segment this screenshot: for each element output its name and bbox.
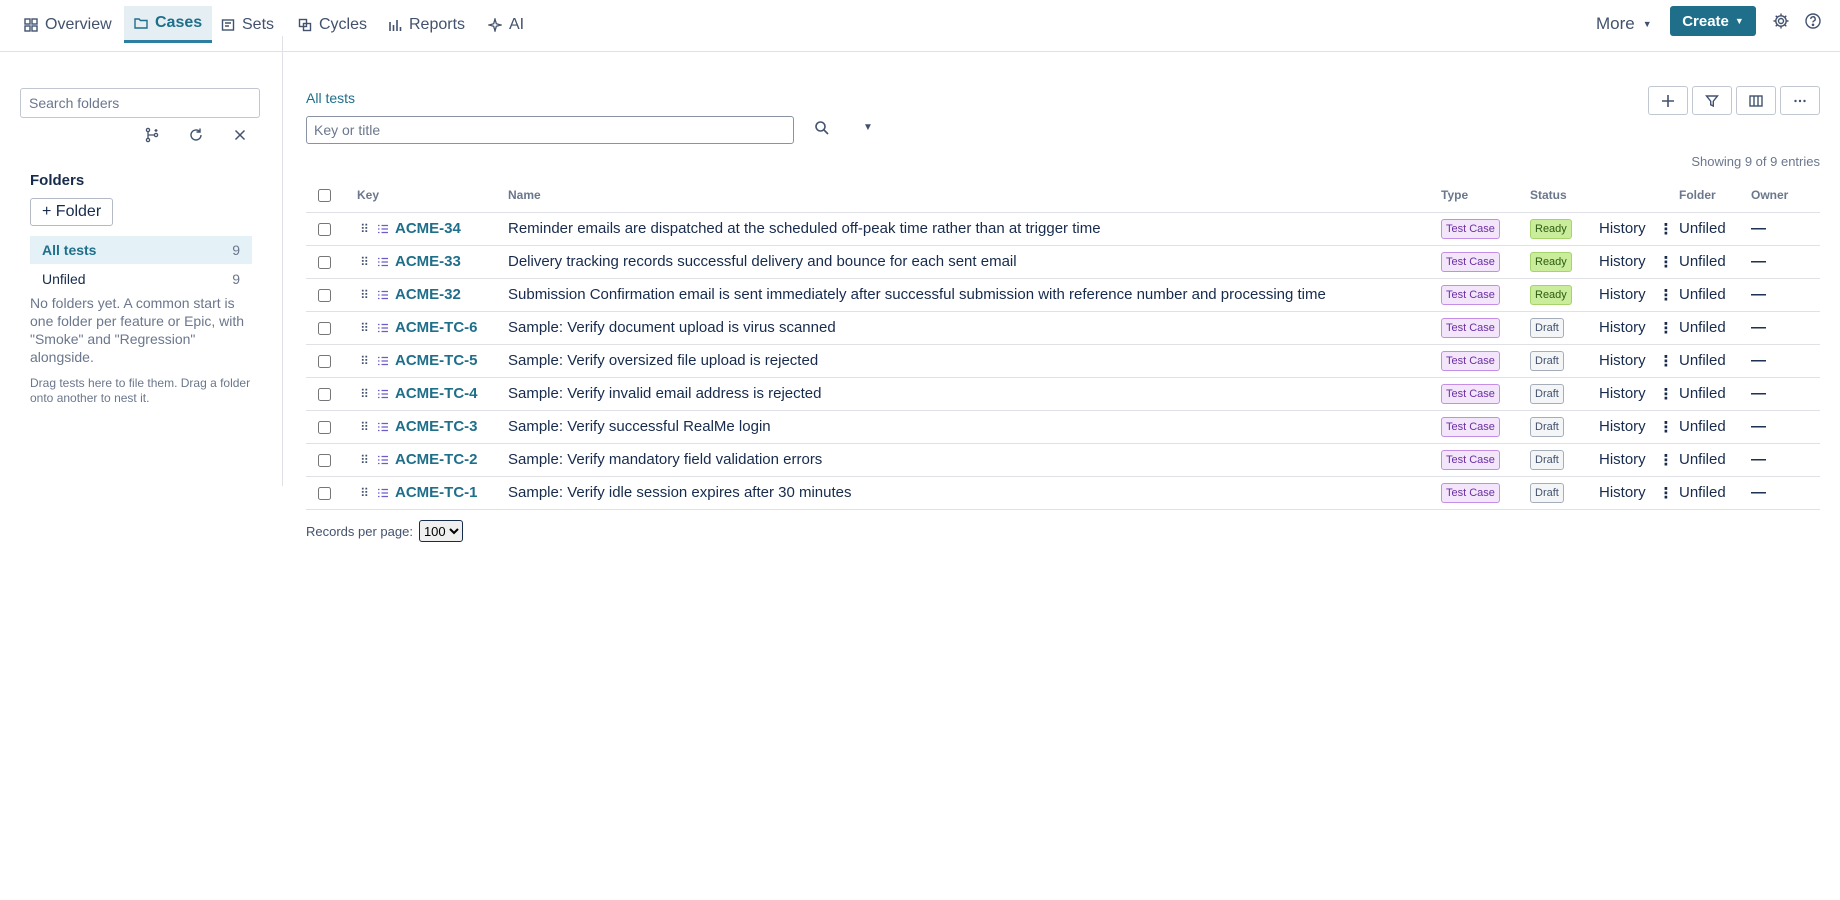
more-menu[interactable] bbox=[1596, 14, 1652, 34]
folder-count: 9 bbox=[232, 271, 240, 287]
tab-ai[interactable] bbox=[478, 6, 534, 43]
folder-cell: Unfiled bbox=[1679, 311, 1751, 344]
folder-icon bbox=[134, 16, 148, 30]
records-per-page-select[interactable] bbox=[419, 520, 463, 542]
columns-icon bbox=[1749, 94, 1763, 108]
top-nav bbox=[0, 0, 1840, 52]
status-badge[interactable]: Draft bbox=[1530, 483, 1564, 503]
status-badge[interactable]: Ready bbox=[1530, 219, 1572, 239]
key-search-input[interactable] bbox=[306, 116, 794, 144]
folder-count: 9 bbox=[232, 242, 240, 258]
status-badge[interactable]: Draft bbox=[1530, 351, 1564, 371]
row-checkbox[interactable] bbox=[318, 421, 331, 434]
test-name[interactable]: Sample: Verify invalid email address is rejected bbox=[508, 377, 1441, 410]
column-header-key[interactable]: Key bbox=[357, 179, 508, 212]
tab-label: Reports bbox=[409, 15, 466, 33]
filter-button[interactable] bbox=[1692, 86, 1732, 115]
row-checkbox[interactable] bbox=[318, 487, 331, 500]
folder-cell: Unfiled bbox=[1679, 212, 1751, 245]
table-row[interactable] bbox=[306, 311, 1820, 344]
test-name[interactable]: Sample: Verify idle session expires after 30 minutes bbox=[508, 476, 1441, 509]
column-header-status[interactable]: Status bbox=[1530, 179, 1599, 212]
row-checkbox[interactable] bbox=[318, 322, 331, 335]
test-name[interactable]: Delivery tracking records successful delivery and bounce for each sent email bbox=[508, 245, 1441, 278]
owner-cell: — bbox=[1751, 377, 1820, 410]
row-menu-icon[interactable]: ⋮ bbox=[1653, 245, 1679, 278]
test-case-icon bbox=[377, 388, 389, 400]
test-key-link[interactable]: ACME-TC-3 bbox=[395, 418, 478, 435]
type-badge: Test Case bbox=[1441, 252, 1500, 272]
tab-label: Cycles bbox=[319, 15, 368, 33]
row-menu-icon[interactable]: ⋮ bbox=[1653, 311, 1679, 344]
test-key-link[interactable]: ACME-TC-1 bbox=[395, 484, 478, 501]
test-name[interactable]: Sample: Verify oversized file upload is rejected bbox=[508, 344, 1441, 377]
gear-icon[interactable] bbox=[1772, 12, 1790, 30]
records-per-page bbox=[306, 520, 463, 542]
history-link[interactable]: History bbox=[1599, 311, 1653, 344]
status-badge[interactable]: Ready bbox=[1530, 285, 1572, 305]
test-case-icon bbox=[377, 454, 389, 466]
test-name[interactable]: Reminder emails are dispatched at the scheduled off-peak time rather than at trigger time bbox=[508, 212, 1441, 245]
owner-cell: — bbox=[1751, 212, 1820, 245]
history-link[interactable]: History bbox=[1599, 377, 1653, 410]
folder-label: All tests bbox=[42, 242, 97, 258]
columns-button[interactable] bbox=[1736, 86, 1776, 115]
test-cases-table bbox=[306, 179, 1820, 510]
breadcrumb[interactable]: All tests bbox=[306, 90, 356, 106]
records-per-page-label: Records per page: bbox=[306, 523, 413, 539]
create-label: Create bbox=[1682, 12, 1729, 30]
history-link[interactable]: History bbox=[1599, 443, 1653, 476]
row-menu-icon[interactable]: ⋮ bbox=[1653, 212, 1679, 245]
more-label: More bbox=[1596, 14, 1635, 33]
owner-cell: — bbox=[1751, 443, 1820, 476]
test-case-icon bbox=[377, 223, 389, 235]
add-test-button[interactable] bbox=[1648, 86, 1688, 115]
filter-icon bbox=[1705, 94, 1719, 108]
test-key-link[interactable]: ACME-TC-5 bbox=[395, 352, 478, 369]
owner-cell: — bbox=[1751, 278, 1820, 311]
folder-label: Unfiled bbox=[42, 271, 86, 287]
folder-cell: Unfiled bbox=[1679, 476, 1751, 509]
chevron-down-icon: ▼ bbox=[1734, 16, 1744, 26]
drag-hint-note: Drag tests here to file them. Drag a folder onto another to nest it. bbox=[30, 376, 251, 405]
cycles-icon bbox=[298, 18, 312, 32]
table-row[interactable] bbox=[306, 410, 1820, 443]
close-icon[interactable] bbox=[231, 126, 249, 144]
drag-handle-icon[interactable]: ⠿ bbox=[360, 419, 368, 434]
status-badge[interactable]: Draft bbox=[1530, 450, 1564, 470]
folder-sidebar bbox=[0, 52, 282, 900]
type-badge: Test Case bbox=[1441, 318, 1500, 338]
row-checkbox[interactable] bbox=[318, 289, 331, 302]
folder-item-all-tests[interactable] bbox=[30, 236, 252, 264]
test-case-icon bbox=[377, 256, 389, 268]
sets-icon bbox=[221, 18, 235, 32]
folder-cell: Unfiled bbox=[1679, 410, 1751, 443]
table-row[interactable] bbox=[306, 344, 1820, 377]
type-badge: Test Case bbox=[1441, 417, 1500, 437]
row-checkbox[interactable] bbox=[318, 388, 331, 401]
row-checkbox[interactable] bbox=[318, 256, 331, 269]
owner-cell: — bbox=[1751, 476, 1820, 509]
drag-handle-icon[interactable]: ⠿ bbox=[360, 254, 368, 269]
column-header-type[interactable]: Type bbox=[1441, 179, 1530, 212]
folder-cell: Unfiled bbox=[1679, 278, 1751, 311]
tab-overview[interactable] bbox=[14, 6, 122, 43]
row-checkbox[interactable] bbox=[318, 355, 331, 368]
table-row[interactable] bbox=[306, 443, 1820, 476]
status-badge[interactable]: Draft bbox=[1530, 318, 1564, 338]
test-case-icon bbox=[377, 421, 389, 433]
table-body bbox=[306, 212, 1820, 509]
table-row[interactable] bbox=[306, 476, 1820, 509]
test-key-link[interactable]: ACME-34 bbox=[395, 220, 461, 237]
test-name[interactable]: Submission Confirmation email is sent immediately after successful submission with reference number and processing time bbox=[508, 278, 1441, 311]
tab-label: Cases bbox=[155, 14, 203, 31]
test-case-icon bbox=[377, 355, 389, 367]
drag-handle-icon[interactable]: ⠿ bbox=[360, 287, 368, 302]
table-header-row bbox=[306, 179, 1820, 212]
empty-folders-note: No folders yet. A common start is one folder per feature or Epic, with "Smoke" and "Regression" alongside. bbox=[30, 295, 245, 365]
select-all-checkbox[interactable] bbox=[318, 189, 331, 202]
history-link[interactable]: History bbox=[1599, 344, 1653, 377]
drag-handle-icon[interactable]: ⠿ bbox=[360, 221, 368, 236]
tab-label: Sets bbox=[242, 15, 275, 33]
entries-count: Showing 9 of 9 entries bbox=[1691, 154, 1820, 169]
drag-handle-icon[interactable]: ⠿ bbox=[360, 485, 368, 500]
test-case-icon bbox=[377, 487, 389, 499]
test-name[interactable]: Sample: Verify successful RealMe login bbox=[508, 410, 1441, 443]
owner-cell: — bbox=[1751, 344, 1820, 377]
row-checkbox[interactable] bbox=[318, 223, 331, 236]
type-badge: Test Case bbox=[1441, 285, 1500, 305]
column-header-folder[interactable]: Folder bbox=[1679, 179, 1751, 212]
chevron-down-icon: ▼ bbox=[1642, 19, 1652, 29]
type-badge: Test Case bbox=[1441, 450, 1500, 470]
test-case-icon bbox=[377, 322, 389, 334]
sparkle-icon bbox=[488, 18, 502, 32]
owner-cell: — bbox=[1751, 410, 1820, 443]
sidebar-divider bbox=[282, 36, 283, 486]
test-key-link[interactable]: ACME-TC-2 bbox=[395, 451, 478, 468]
drag-handle-icon[interactable]: ⠿ bbox=[360, 320, 368, 335]
add-folder-button[interactable]: + Folder bbox=[30, 198, 113, 226]
history-link[interactable]: History bbox=[1599, 278, 1653, 311]
folder-cell: Unfiled bbox=[1679, 377, 1751, 410]
table-row[interactable] bbox=[306, 212, 1820, 245]
folder-cell: Unfiled bbox=[1679, 344, 1751, 377]
tab-cases[interactable] bbox=[124, 6, 212, 43]
row-menu-icon[interactable]: ⋮ bbox=[1653, 410, 1679, 443]
history-link[interactable]: History bbox=[1599, 245, 1653, 278]
column-header-actions bbox=[1653, 179, 1679, 212]
folder-cell: Unfiled bbox=[1679, 245, 1751, 278]
history-link[interactable]: History bbox=[1599, 212, 1653, 245]
type-badge: Test Case bbox=[1441, 384, 1500, 404]
test-key-link[interactable]: ACME-TC-6 bbox=[395, 319, 478, 336]
column-header-name[interactable]: Name bbox=[508, 179, 1441, 212]
history-link[interactable]: History bbox=[1599, 476, 1653, 509]
folder-item-unfiled[interactable] bbox=[30, 265, 252, 293]
row-menu-icon[interactable]: ⋮ bbox=[1653, 344, 1679, 377]
test-key-link[interactable]: ACME-32 bbox=[395, 286, 461, 303]
more-horizontal-icon bbox=[1793, 94, 1807, 108]
test-case-icon bbox=[377, 289, 389, 301]
chevron-down-icon[interactable]: ▼ bbox=[863, 122, 873, 133]
plus-icon bbox=[1661, 94, 1675, 108]
drag-handle-icon[interactable]: ⠿ bbox=[360, 452, 368, 467]
grid-icon bbox=[24, 18, 38, 32]
column-header-owner[interactable]: Owner bbox=[1751, 179, 1820, 212]
type-badge: Test Case bbox=[1441, 483, 1500, 503]
status-badge[interactable]: Ready bbox=[1530, 252, 1572, 272]
row-menu-icon[interactable]: ⋮ bbox=[1653, 443, 1679, 476]
type-badge: Test Case bbox=[1441, 351, 1500, 371]
help-icon[interactable] bbox=[1804, 12, 1822, 30]
drag-handle-icon[interactable]: ⠿ bbox=[360, 386, 368, 401]
tab-cycles[interactable] bbox=[288, 6, 377, 43]
more-actions-button[interactable] bbox=[1780, 86, 1820, 115]
refresh-icon[interactable] bbox=[187, 126, 205, 144]
table-row[interactable] bbox=[306, 278, 1820, 311]
folder-cell: Unfiled bbox=[1679, 443, 1751, 476]
tab-reports[interactable] bbox=[378, 6, 475, 43]
folder-search-input[interactable] bbox=[20, 88, 260, 118]
folders-heading: Folders bbox=[30, 172, 85, 189]
bar-chart-icon bbox=[388, 18, 402, 32]
branch-icon[interactable] bbox=[143, 126, 161, 144]
row-menu-icon[interactable]: ⋮ bbox=[1653, 278, 1679, 311]
column-header-history bbox=[1599, 179, 1653, 212]
type-badge: Test Case bbox=[1441, 219, 1500, 239]
test-key-link[interactable]: ACME-33 bbox=[395, 253, 461, 270]
drag-handle-icon[interactable]: ⠿ bbox=[360, 353, 368, 368]
table-row[interactable] bbox=[306, 245, 1820, 278]
row-menu-icon[interactable]: ⋮ bbox=[1653, 377, 1679, 410]
owner-cell: — bbox=[1751, 311, 1820, 344]
history-link[interactable]: History bbox=[1599, 410, 1653, 443]
tab-label: Overview bbox=[45, 15, 112, 33]
search-icon[interactable] bbox=[814, 120, 830, 136]
test-key-link[interactable]: ACME-TC-4 bbox=[395, 385, 478, 402]
tab-label: AI bbox=[509, 15, 525, 33]
row-menu-icon[interactable]: ⋮ bbox=[1653, 476, 1679, 509]
tab-sets[interactable] bbox=[211, 6, 284, 43]
status-badge[interactable]: Draft bbox=[1530, 417, 1564, 437]
owner-cell: — bbox=[1751, 245, 1820, 278]
row-checkbox[interactable] bbox=[318, 454, 331, 467]
table-row[interactable] bbox=[306, 377, 1820, 410]
test-name[interactable]: Sample: Verify mandatory field validation errors bbox=[508, 443, 1441, 476]
status-badge[interactable]: Draft bbox=[1530, 384, 1564, 404]
create-button[interactable] bbox=[1670, 6, 1756, 36]
test-name[interactable]: Sample: Verify document upload is virus scanned bbox=[508, 311, 1441, 344]
